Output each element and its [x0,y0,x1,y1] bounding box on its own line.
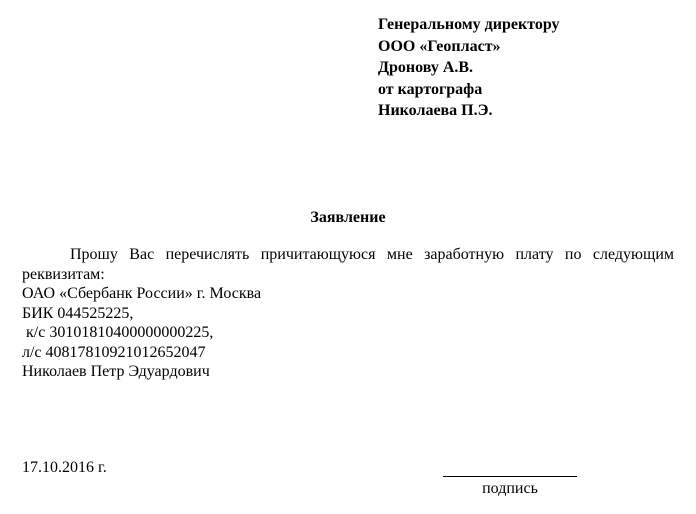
bank-name: ОАО «Сбербанк России» г. Москва [22,285,262,302]
bank-bik: БИК 044525225, [22,304,134,322]
sender-name: Николаева П.Э. [378,102,493,119]
document-date: 17.10.2016 г. [22,459,107,476]
document-body [22,245,674,382]
request-text-line: Прошу Вас перечислять причитающуюся мне заработную плату по следующим [70,246,674,263]
signature-label: подпись [482,480,538,497]
signature-line [443,476,577,477]
account-holder-name: Николаев Петр Эдуардович [22,363,210,380]
request-text-continuation: реквизитам: [22,265,105,283]
addressee-block [378,14,560,122]
addressee-company: ООО «Геопласт» [378,37,501,55]
document-title: Заявление [310,209,386,226]
personal-account: л/с 40817810921012652047 [22,343,206,361]
sender-position: от картографа [378,80,483,98]
addressee-name: Дронову А.В. [378,59,474,76]
correspondent-account: к/с 30101810400000000225, [22,324,214,341]
addressee-position: Генеральному директору [378,16,560,33]
